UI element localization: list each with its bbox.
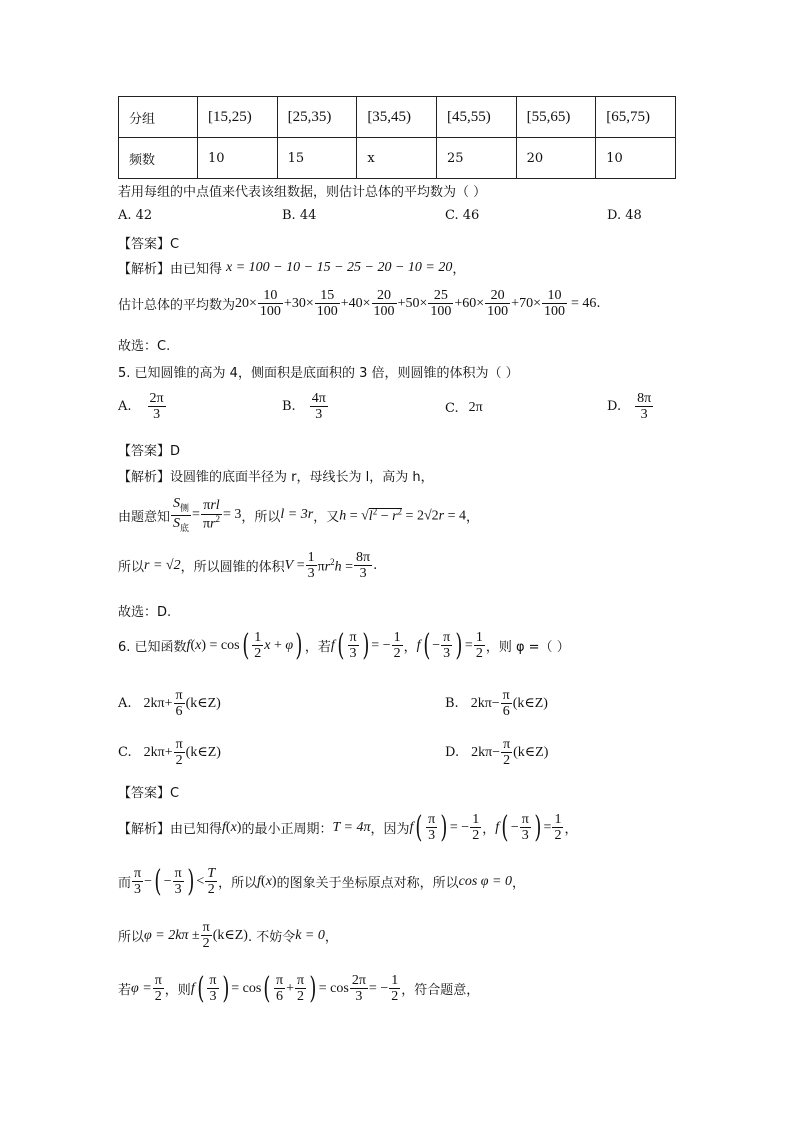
table-row xyxy=(119,138,676,179)
option-a: A. $\frac{2\pi}{3}$ xyxy=(118,391,164,423)
analysis-label: 【解析】由已知得 xyxy=(118,262,223,277)
option-c: C. 2π xyxy=(445,400,483,416)
table-cell: [35,45) xyxy=(357,97,437,138)
table-cell: [55,65) xyxy=(516,97,596,138)
table-cell: x xyxy=(357,138,437,179)
option-c: C. 2kπ+ $\frac{\pi}{2}$ (k∈Z) xyxy=(118,737,221,769)
table-cell: 频数 xyxy=(119,138,198,179)
option-b: B. 2kπ− $\frac{\pi}{6}$ (k∈Z) xyxy=(445,688,548,720)
table-cell: 分组 xyxy=(119,97,198,138)
estimate-line: 估计总体的平均数为 20× $\frac{10}{100}$ + 30× $\frac{15}{100}$ + 40× $\frac{20}{100}$ + 50× $\frac{25}{100}$ + 60× $\frac{20}{100}$ + 70× $\frac{10}{100}$ = 46 . xyxy=(118,288,601,320)
analysis-line: 所以 r = √2 ，所以圆锥的体积 V = $\frac{1}{3}$ $\pi r^2h$ = $\frac{8\pi}{3}$ . xyxy=(118,550,378,582)
table-cell: [45,55) xyxy=(436,97,516,138)
analysis-line: 若 φ = $\frac{\pi}{2}$ ，则 f ( $\frac{\pi}{3}$ ) = cos ( $\frac{\pi}{6}$ + $\frac{\pi}{2}$ ) = cos $\frac{2\pi}{3}$ = − $\frac{1}{2}$ ，符合题意， xyxy=(118,970,480,1006)
option-b: B. $\frac{4\pi}{3}$ xyxy=(282,391,326,423)
option-d: D. $\frac{8\pi}{3}$ xyxy=(607,391,652,423)
answer-label: 【答案】D xyxy=(118,444,181,459)
mean-term-4: 50× $\frac{25}{100}$ + xyxy=(405,288,463,320)
answer-label: 【答案】C xyxy=(118,786,180,801)
table-cell: 10 xyxy=(198,138,278,179)
option-c: C. 46 xyxy=(445,208,480,223)
option-a: A. 2kπ+ $\frac{\pi}{6}$ (k∈Z) xyxy=(118,688,221,720)
table-row xyxy=(119,97,676,138)
analysis-line: 【解析】由已知得 f(x) 的最小正周期： T = 4π ，因为 f ( $\frac{\pi}{3}$ ) = − $\frac{1}{2}$ ， f ( − $\frac{\pi}{3}$ ) = $\frac{1}{2}$ ， xyxy=(118,809,578,845)
analysis-line: 而 $\frac{\pi}{3}$ − ( − $\frac{\pi}{3}$ ) < $\frac{T}{2}$ ，所以 f(x) 的图象关于坐标原点对称，所以 cos φ = 0 ， xyxy=(118,863,525,899)
mean-term-1: 20× $\frac{10}{100}$ + xyxy=(235,288,292,320)
mean-term-2: 30× $\frac{15}{100}$ + xyxy=(291,288,349,320)
question-stem: 5. 已知圆锥的高为 4，侧面积是底面积的 3 倍，则圆锥的体积为（ ） xyxy=(118,366,519,381)
conclusion: 故选：D. xyxy=(118,605,172,620)
option-b: B. 44 xyxy=(282,208,317,223)
table-cell: 20 xyxy=(516,138,596,179)
analysis-line: 由题意知 $\frac{S_侧}{S_底}$ = $\frac{\text{πrl}}{\pi r^2}$ = 3 ，所以 l = 3r ，又 $h = √l^2 - r^2 = 2√2r = 4$ ， xyxy=(118,496,480,534)
question-stem: 若用每组的中点值来代表该组数据，则估计总体的平均数为（ ） xyxy=(118,185,487,200)
frequency-table xyxy=(118,96,676,179)
answer-label: 【答案】C xyxy=(118,237,180,252)
analysis-line: 【解析】由已知得 x = 100 − 10 − 15 − 25 − 20 − 10 = 20 ， xyxy=(118,259,466,277)
table-cell: [65,75) xyxy=(596,97,676,138)
option-a: A. 42 xyxy=(118,208,153,223)
analysis-line: 所以 φ = 2kπ ± $\frac{\pi}{2}$ (k∈Z) . 不妨令 k = 0 ， xyxy=(118,920,338,952)
table-cell: 15 xyxy=(277,138,357,179)
table-cell: [15,25) xyxy=(198,97,278,138)
mean-term-5: 60× $\frac{20}{100}$ + xyxy=(462,288,520,320)
analysis-line: 【解析】设圆锥的底面半径为 r，母线长为 l，高为 h， xyxy=(118,470,434,485)
table-cell: 10 xyxy=(596,138,676,179)
estimate-result: = 46 xyxy=(570,295,597,311)
mean-term-6: 70× $\frac{10}{100}$ xyxy=(519,288,565,320)
table-cell: [25,35) xyxy=(277,97,357,138)
mean-term-3: 40× $\frac{20}{100}$ + xyxy=(348,288,406,320)
conclusion: 故选：C. xyxy=(118,339,171,354)
option-d: D. 48 xyxy=(607,208,642,223)
estimate-prefix: 估计总体的平均数为 xyxy=(118,298,236,314)
option-d: D. 2kπ− $\frac{\pi}{2}$ (k∈Z) xyxy=(445,737,549,769)
table-cell: 25 xyxy=(436,138,516,179)
equation: x = 100 − 10 − 15 − 25 − 20 − 10 = 20 xyxy=(226,259,453,275)
question-stem: 6. 已知函数 f(x) = cos ( $\frac{1}{2}$ x + φ ) ，若 f ( $\frac{\pi}{3}$ ) = − $\frac{1}{2}$ ， f ( − $\frac{\pi}{3}$ ) = $\frac{1}{2}$ ，则 φ =（ ） xyxy=(118,627,570,663)
